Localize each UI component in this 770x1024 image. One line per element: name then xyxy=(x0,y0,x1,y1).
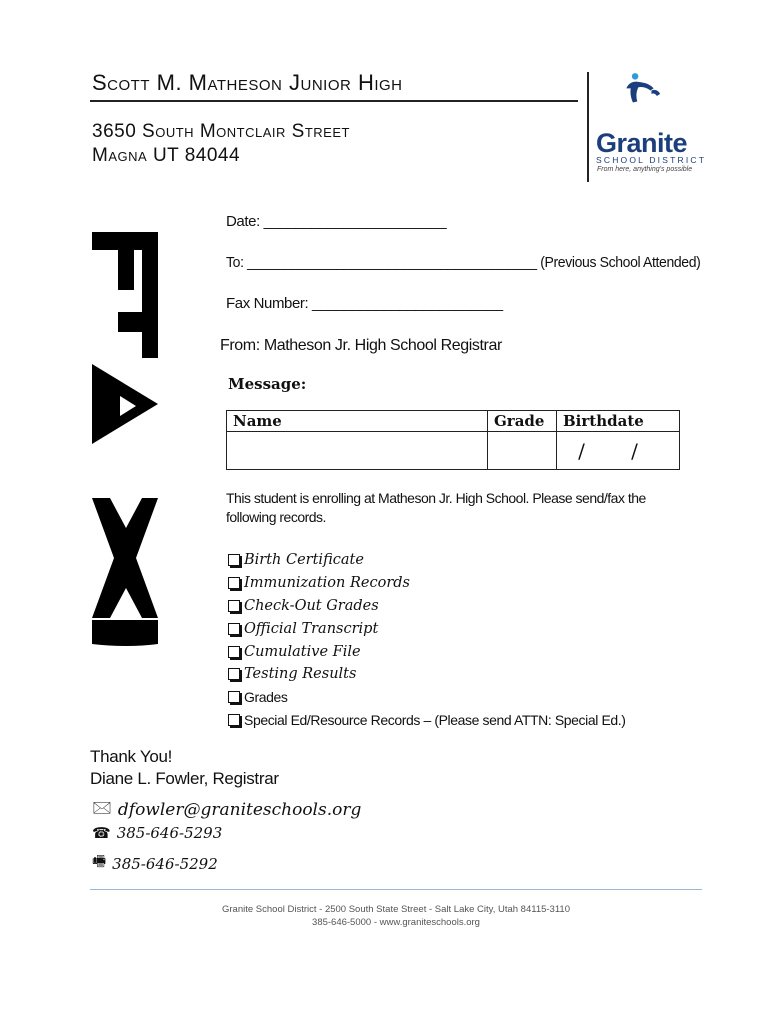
checklist-label: Official Transcript xyxy=(244,620,379,637)
checklist-label: Immunization Records xyxy=(244,575,410,592)
email-link[interactable]: dfowler@graniteschools.org xyxy=(117,799,362,820)
fax-number: 385-646-5292 xyxy=(112,854,218,873)
fax-machine-icon: 🖷 xyxy=(92,852,107,870)
thank-you-text: Thank You! xyxy=(90,747,173,766)
contact-fax xyxy=(92,851,218,876)
date-field[interactable]: Date: _______________________ xyxy=(226,213,447,230)
address-line-1: 3650 South Montclair Street xyxy=(92,121,350,142)
footer-rule xyxy=(90,889,702,890)
birthdate-cell[interactable]: / / xyxy=(557,432,680,470)
registrar-name: Diane L. Fowler, Registrar xyxy=(90,769,279,788)
checklist-item[interactable] xyxy=(228,686,626,709)
checklist-item[interactable] xyxy=(228,709,626,732)
checkbox[interactable] xyxy=(228,691,240,703)
checklist-item[interactable] xyxy=(228,549,626,572)
contact-email xyxy=(92,795,361,824)
school-name: Scott M. Matheson Junior High xyxy=(92,70,403,95)
checkbox[interactable] xyxy=(228,600,240,612)
header-divider xyxy=(587,72,589,182)
name-cell[interactable] xyxy=(227,432,488,470)
header-rule xyxy=(90,100,578,102)
checkbox[interactable] xyxy=(228,646,240,658)
records-checklist xyxy=(228,549,626,731)
contact-phone xyxy=(92,824,222,842)
footer-address: Granite School District - 2500 South State Street - Salt Lake City, Utah 84115-3110 xyxy=(222,904,570,915)
checklist-item[interactable] xyxy=(228,595,626,618)
student-info-table xyxy=(226,410,680,470)
phone-number: 385-646-5293 xyxy=(116,824,223,842)
checklist-label: Check-Out Grades xyxy=(244,597,379,614)
fax-number-field[interactable]: Fax Number: ________________________ xyxy=(226,295,503,312)
address-line-2: Magna UT 84044 xyxy=(92,145,241,166)
checklist-label: Cumulative File xyxy=(244,643,361,660)
checkbox[interactable] xyxy=(228,714,240,726)
telephone-icon: ☎ xyxy=(92,824,111,842)
checklist-item[interactable] xyxy=(228,617,626,640)
logo-subtitle: SCHOOL DISTRICT xyxy=(596,155,707,165)
checklist-label: Testing Results xyxy=(244,666,357,683)
checklist-label: Special Ed/Resource Records – (Please send ATTN: Special Ed.) xyxy=(244,711,626,728)
logo-tagline: From here, anything's possible xyxy=(597,166,693,173)
to-field[interactable]: To: _______________________________________ (Previous School Attended) xyxy=(226,254,701,271)
checkbox[interactable] xyxy=(228,623,240,635)
checklist-item[interactable] xyxy=(228,663,626,686)
header-grade: Grade xyxy=(488,411,557,432)
footer-contact: 385-646-5000 - www.graniteschools.org xyxy=(312,917,480,928)
checklist-item[interactable] xyxy=(228,640,626,663)
checkbox[interactable] xyxy=(228,668,240,680)
from-field: From: Matheson Jr. High School Registrar xyxy=(220,337,502,354)
fax-vertical-letters-graphic xyxy=(92,228,162,648)
header-name: Name xyxy=(227,411,488,432)
checklist-label: Birth Certificate xyxy=(244,552,364,569)
grade-cell[interactable] xyxy=(488,432,557,470)
envelope-icon: 🖂 xyxy=(92,798,112,818)
checkbox[interactable] xyxy=(228,577,240,589)
request-paragraph: This student is enrolling at Matheson Jr. High School. Please send/fax the following records. xyxy=(226,490,646,525)
checklist-label: Grades xyxy=(244,689,288,706)
header-birthdate: Birthdate xyxy=(557,411,680,432)
checklist-item[interactable] xyxy=(228,572,626,595)
checkbox[interactable] xyxy=(228,554,240,566)
logo-wordmark: Granite xyxy=(596,128,688,158)
granite-logo-figure-icon xyxy=(596,72,696,132)
message-label: Message: xyxy=(228,375,307,393)
